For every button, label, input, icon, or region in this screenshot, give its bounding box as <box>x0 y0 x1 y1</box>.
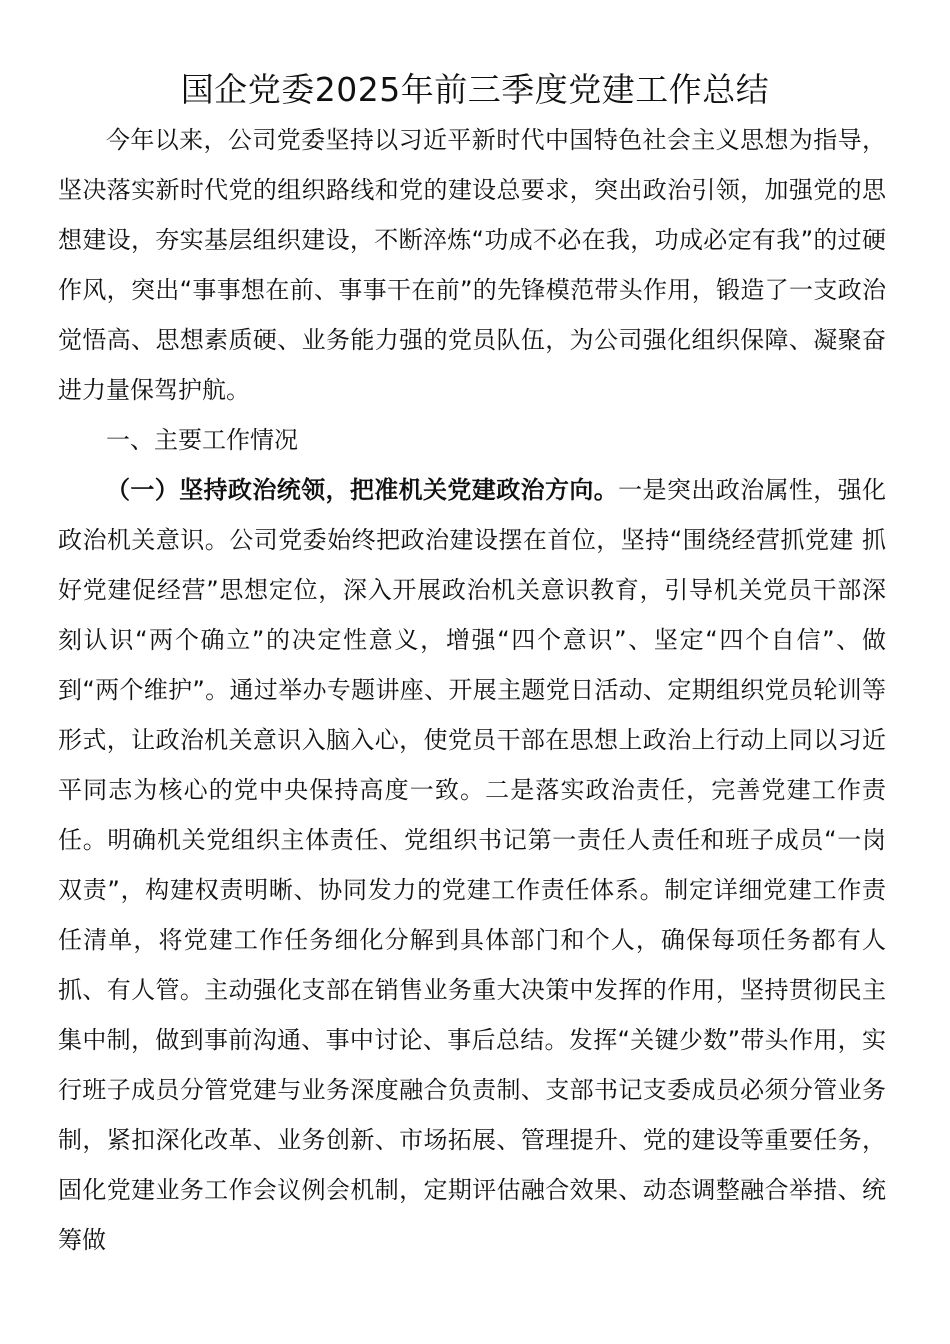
document-body <box>58 115 886 1265</box>
section-heading: 一、主要工作情况 <box>106 426 298 454</box>
document-title: 国企党委2025年前三季度党建工作总结 <box>180 70 770 109</box>
subsection-body: 一是突出政治属性，强化政治机关意识。公司党委始终把政治建设摆在首位，坚持“围绕经营抓党建 抓好党建促经营”思想定位，深入开展政治机关意识教育，引导机关党员干部深刻认识“两个确立”的决定性意义，增强“四个意识”、坚定“四个自信”、做到“两个维护”。通过举办专题讲座、开展主题党日活动、定期组织党员轮训等形式，让政治机关意识入脑入心，使党员干部在思想上政治上行动上同以习近平同志为核心的党中央保持高度一致。二是落实政治责任，完善党建工作责任。明确机关党组织主体责任、党组织书记第一责任人责任和班子成员“一岗双责”，构建权责明晰、协同发力的党建工作责任体系。制定详细党建工作责任清单，将党建工作任务细化分解到具体部门和个人，确保每项任务都有人抓、有人管。主动强化支部在销售业务重大决策中发挥的作用，坚持贯彻民主集中制，做到事前沟通、事中讨论、事后总结。发挥“关键少数”带头作用，实行班子成员分管党建与业务深度融合负责制、支部书记支委成员必须分管业务制，紧扣深化改革、业务创新、市场拓展、管理提升、党的建设等重要任务，固化党建业务工作会议例会机制，定期评估融合效果、动态调整融合举措、统筹做 <box>58 476 887 1254</box>
subsection-heading: （一）坚持政治统领，把准机关党建政治方向。 <box>106 476 619 504</box>
subsection-paragraph <box>58 465 886 1265</box>
intro-paragraph: 今年以来，公司党委坚持以习近平新时代中国特色社会主义思想为指导，坚决落实新时代党的组织路线和党的建设总要求，突出政治引领，加强党的思想建设，夯实基层组织建设，不断淬炼“功成不必在我，功成必定有我”的过硬作风，突出“事事想在前、事事干在前”的先锋模范带头作用，锻造了一支政治觉悟高、思想素质硬、业务能力强的党员队伍，为公司强化组织保障、凝聚奋进力量保驾护航。 <box>58 126 886 404</box>
